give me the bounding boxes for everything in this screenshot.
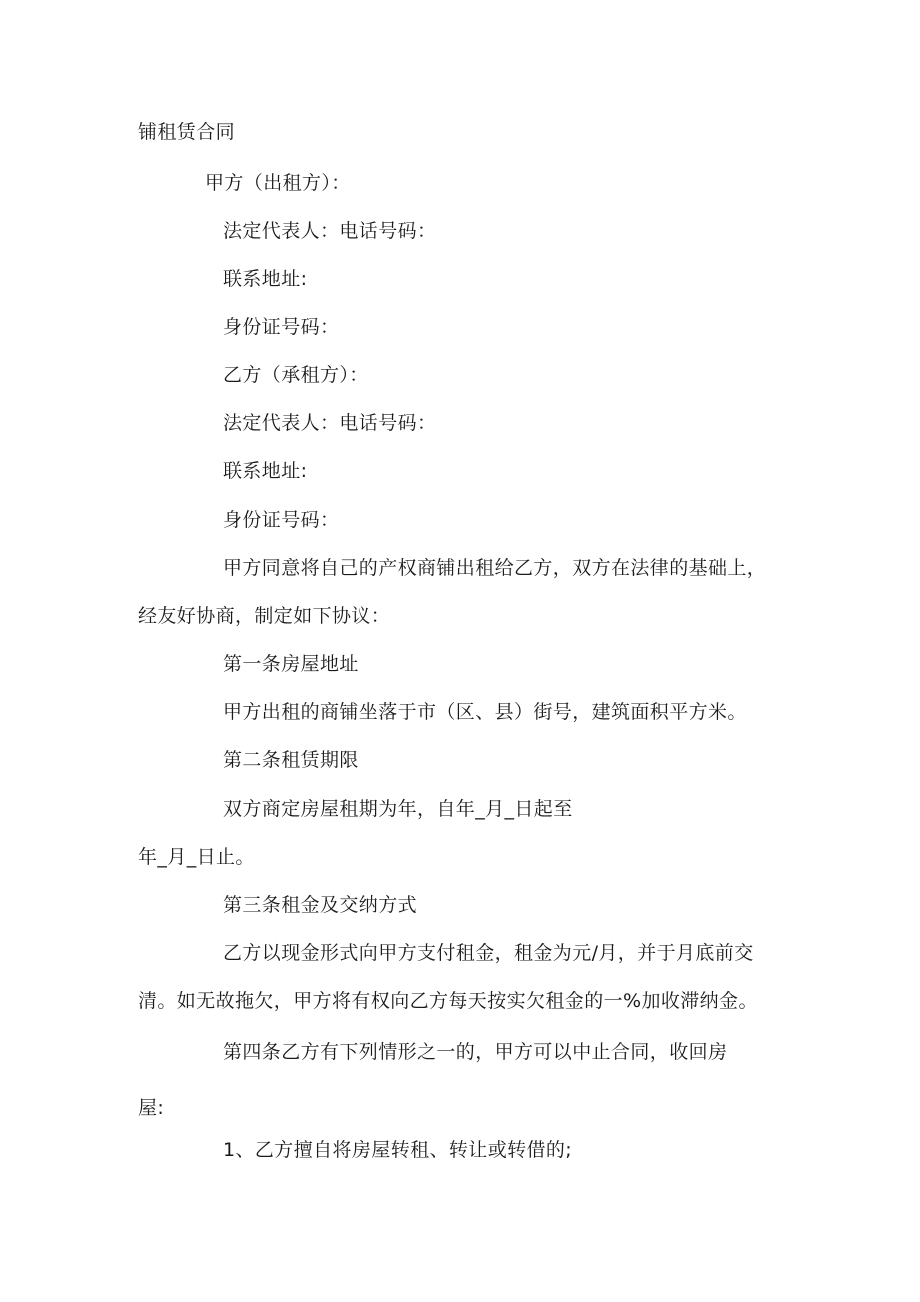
- document-title: 铺租赁合同: [138, 121, 236, 143]
- article-3-body-line-1: 乙方以现金形式向甲方支付租金，租金为元/月，并于月底前交: [223, 942, 754, 964]
- article-4-item-1: 1、乙方擅自将房屋转租、转让或转借的;: [223, 1139, 573, 1161]
- party-b-address: 联系地址:: [223, 460, 308, 482]
- article-2-body-line-1: 双方商定房屋租期为年，自年_月_日起至: [223, 798, 573, 820]
- article-3-body-line-2: 清。如无故拖欠，甲方将有权向乙方每天按实欠租金的一%加收滞纳金。: [138, 990, 758, 1012]
- party-a-representative: 法定代表人：电话号码：: [223, 220, 437, 242]
- agreement-intro-line-1: 甲方同意将自己的产权商铺出租给乙方，双方在法律的基础上，: [223, 557, 767, 579]
- party-b-id-number: 身份证号码：: [223, 509, 340, 531]
- article-1-body: 甲方出租的商铺坐落于市（区、县）街号，建筑面积平方米。: [223, 701, 747, 723]
- party-b-representative: 法定代表人：电话号码：: [223, 412, 437, 434]
- party-a-id-number: 身份证号码：: [223, 316, 340, 338]
- article-2-heading: 第二条租赁期限: [223, 749, 359, 771]
- article-4-heading-line-2: 屋:: [138, 1097, 165, 1119]
- article-4-heading-line-1: 第四条乙方有下列情形之一的，甲方可以中止合同，收回房: [223, 1041, 728, 1063]
- party-a-address: 联系地址:: [223, 268, 308, 290]
- party-b-heading: 乙方（承租方）：: [223, 364, 369, 386]
- agreement-intro-line-2: 经友好协商，制定如下协议：: [138, 605, 391, 627]
- party-a-heading: 甲方（出租方）：: [205, 172, 351, 194]
- article-1-heading: 第一条房屋地址: [223, 653, 359, 675]
- article-3-heading: 第三条租金及交纳方式: [223, 894, 418, 916]
- article-2-body-line-2: 年_月_日止。: [138, 846, 255, 868]
